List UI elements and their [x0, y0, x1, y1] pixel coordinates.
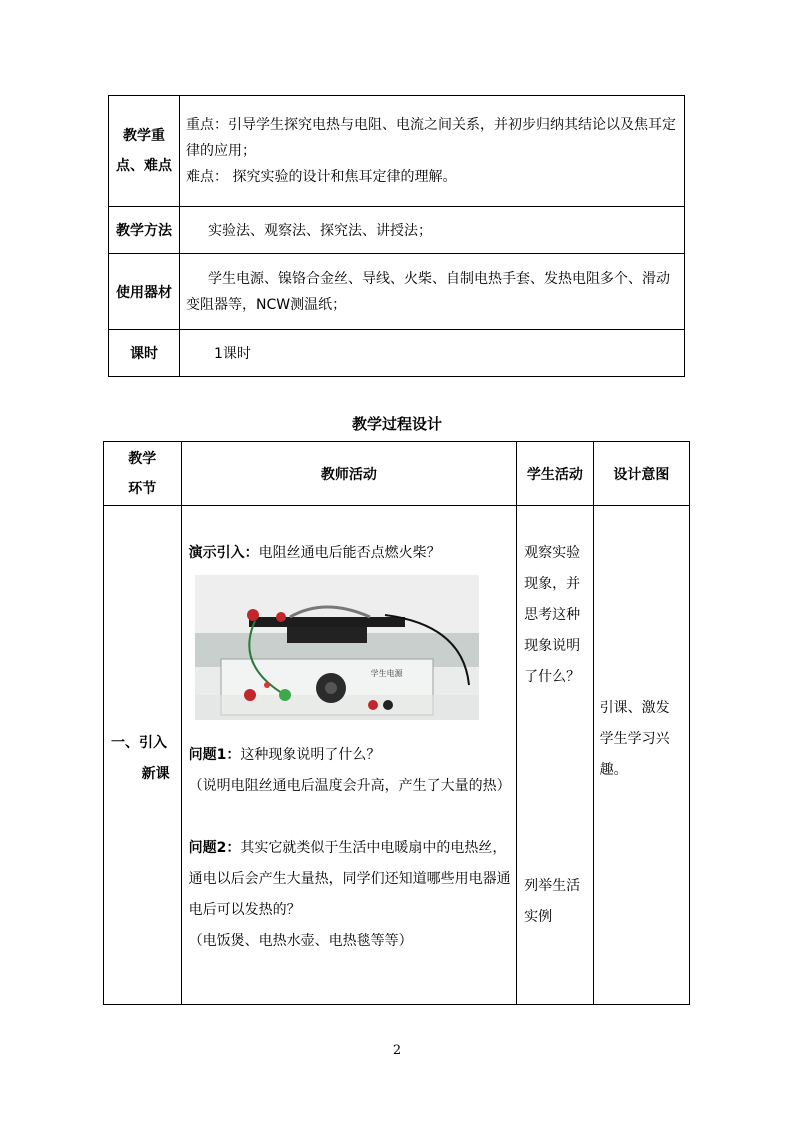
student-line-2: 现象，并: [524, 576, 581, 592]
focus-line-1: 重点：引导学生探究电热与电阻、电流之间关系，并初步归纳其结论以及焦耳定: [186, 117, 676, 133]
method-text: 实验法、观察法、探究法、讲授法；: [208, 223, 432, 239]
intent-line-2: 学生学习兴: [599, 731, 670, 747]
q2-line-3: 电后可以发热的？: [188, 902, 301, 918]
intent-cell: [593, 506, 689, 1005]
experiment-photo: [195, 575, 479, 720]
intent-line-1: 引课、激发: [599, 700, 670, 716]
power-supply-apparatus-icon: [195, 575, 479, 720]
teacher-cell: [181, 506, 517, 1005]
stage-cell: [104, 506, 182, 1005]
row-header-equipment: 使用器材: [109, 254, 180, 330]
section-title: 教学过程设计: [351, 415, 442, 433]
q2-line-2: 通电以后会产生大量热，同学们还知道哪些用电器通: [188, 871, 511, 887]
photo-device-label: 学生电源: [370, 669, 403, 678]
equipment-line-1: 学生电源、镍铬合金丝、导线、火柴、自制电热手套、发热电阻多个、滑动: [208, 270, 670, 287]
q2-answer: （电饭煲、电热水壶、电热毯等等）: [188, 933, 413, 949]
student-line-3: 思考这种: [524, 607, 581, 623]
header-stage: [104, 442, 182, 506]
demo-text: 电阻丝通电后能否点燃火柴？: [258, 545, 441, 561]
teaching-info-table: [108, 95, 685, 377]
header-focus-text: 教学重点、难点: [116, 128, 172, 174]
stage-line-1: 一、引入: [111, 735, 167, 751]
header-teacher: 教师活动: [181, 442, 517, 506]
row-header-period: 课时: [109, 330, 180, 377]
period-content: [180, 330, 685, 377]
header-intent: 设计意图: [593, 442, 689, 506]
student-line-1: 观察实验: [524, 545, 581, 561]
student-cell: [517, 506, 594, 1005]
q1-text: 这种现象说明了什么？: [240, 747, 381, 763]
header-stage-text: 教学环节: [128, 450, 157, 497]
process-table: [103, 441, 690, 1005]
row-header-method: 教学方法: [109, 207, 180, 254]
student-line-4: 现象说明: [524, 638, 581, 654]
focus-line-3: 难点： 探究实验的设计和焦耳定律的理解。: [186, 169, 457, 185]
header-student: 学生活动: [517, 442, 594, 506]
page-number: 2: [392, 1043, 402, 1058]
student-line-5: 了什么？: [524, 669, 581, 685]
stage-line-2: 新课: [141, 766, 170, 782]
method-content: [180, 207, 685, 254]
intent-line-3: 趣。: [599, 762, 628, 778]
demo-label: 演示引入：: [188, 545, 259, 561]
equipment-line-2: 变阻器等，NCW测温纸；: [186, 296, 347, 313]
equipment-content: [180, 254, 685, 330]
focus-line-2: 律的应用；: [186, 143, 256, 159]
q2-label: 问题2：: [188, 840, 241, 856]
student-line-6: 列举生活: [524, 878, 581, 894]
q1-answer: （说明电阻丝通电后温度会升高，产生了大量的热）: [188, 778, 511, 794]
student-line-7: 实例: [524, 909, 553, 925]
row-header-focus: [109, 96, 180, 207]
q1-label: 问题1：: [188, 747, 241, 763]
focus-content: [180, 96, 685, 207]
period-text: 1课时: [214, 346, 251, 362]
q2-line-1: 其实它就类似于生活中电暖扇中的电热丝，: [240, 840, 507, 856]
